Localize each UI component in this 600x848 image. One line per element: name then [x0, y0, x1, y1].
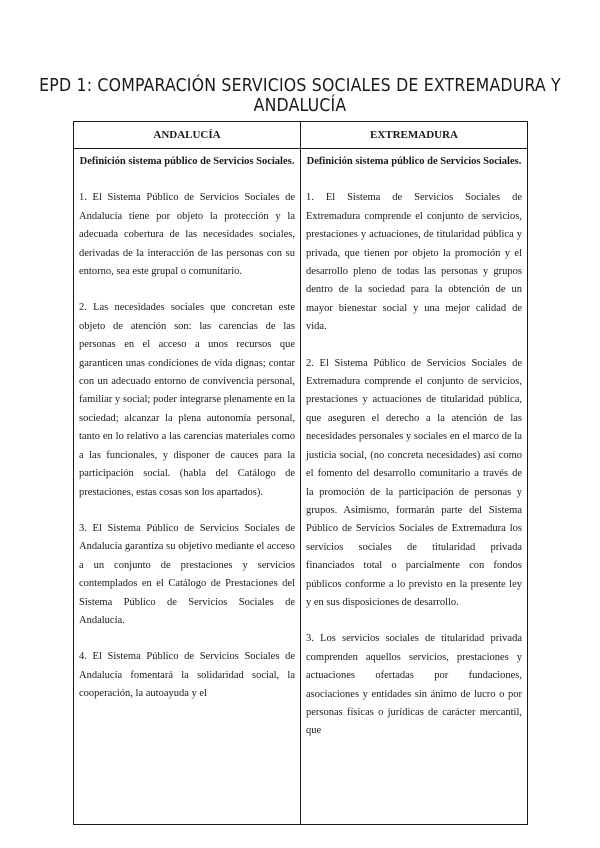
extremadura-paragraph-1: 1. El Sistema de Servicios Sociales de Extremadura comprende el conjunto de servicios, prestaciones y actuaciones, de titularidad pública y privada, que tienen por objeto la promoción y el desarrollo pleno de todas las personas y grupos dentro de la sociedad para la obtención de un mayor bienestar social y una mejor calidad de vida.: [306, 192, 522, 333]
andalucia-cell: [74, 149, 301, 825]
table-header-row: [74, 122, 528, 149]
andalucia-paragraph-3: 3. El Sistema Público de Servicios Sociales de Andalucía garantiza su objetivo mediante el acceso a un conjunto de prestaciones y servicios contemplados en el Catálogo de Prestaciones del Sistema Público de Servicios Sociales de Andalucía.: [79, 522, 295, 626]
andalucia-paragraph-1: 1. El Sistema Público de Servicios Sociales de Andalucía tiene por objeto la protección y la adecuada cobertura de las necesidades sociales, derivadas de la interacción de las personas con su entorno, sea este grupal o comunitario.: [79, 192, 295, 278]
extremadura-paragraph-3: 3. Los servicios sociales de titularidad privada comprenden aquellos servicios, prestaciones y actuaciones ofertadas por fundaciones, asociaciones y entidades sin ánimo de lucro o por personas físicas o jurídicas de carácter mercantil, que: [306, 633, 522, 737]
comparison-table: [73, 121, 528, 825]
extremadura-paragraph-2: 2. El Sistema Público de Servicios Sociales de Extremadura comprende el conjunto de servicios, prestaciones y actuaciones de titularidad pública, que aseguren el derecho a la atención de las necesidades personales y sociales en el marco de la justicia social, (no concreta necesidades) así como el fomento del desarrollo comunitario a través de la promoción de la participación de personas y grupos. Asimismo, formarán parte del Sistema Público de Servicios Sociales de Extremadura los servicios sociales de titularidad privada financiados total o parcialmente con fondos públicos conforme a lo previsto en la presente ley y en sus disposiciones de desarrollo.: [306, 357, 522, 608]
column-header-extremadura: EXTREMADURA: [301, 122, 528, 149]
column-header-andalucia: ANDALUCÍA: [74, 122, 301, 149]
table-row: [74, 149, 528, 825]
extremadura-cell: [301, 149, 528, 825]
extremadura-section-heading: Definición sistema público de Servicios Sociales.: [306, 156, 522, 167]
andalucia-paragraph-4: 4. El Sistema Público de Servicios Sociales de Andalucía fomentará la solidaridad social, la cooperación, la autoayuda y el: [79, 651, 295, 700]
page-title: EPD 1: COMPARACIÓN SERVICIOS SOCIALES DE EXTREMADURA Y ANDALUCÍA: [39, 76, 561, 116]
andalucia-paragraph-2: 2. Las necesidades sociales que concretan este objeto de atención son: las carencias de las personas en el acceso a unos recursos que garanticen unas condiciones de vida dignas; contar con un adecuado entorno de convivencia personal, familiar y social; poder integrarse plenamente en la sociedad; alcanzar la plena autonomía personal, tanto en lo relativo a las carencias materiales como a las funcionales, y disponer de cauces para la participación social. (habla del Catálogo de prestaciones, estas cosas son los apartados).: [79, 302, 295, 498]
andalucia-section-heading: Definición sistema público de Servicios Sociales.: [79, 156, 295, 167]
